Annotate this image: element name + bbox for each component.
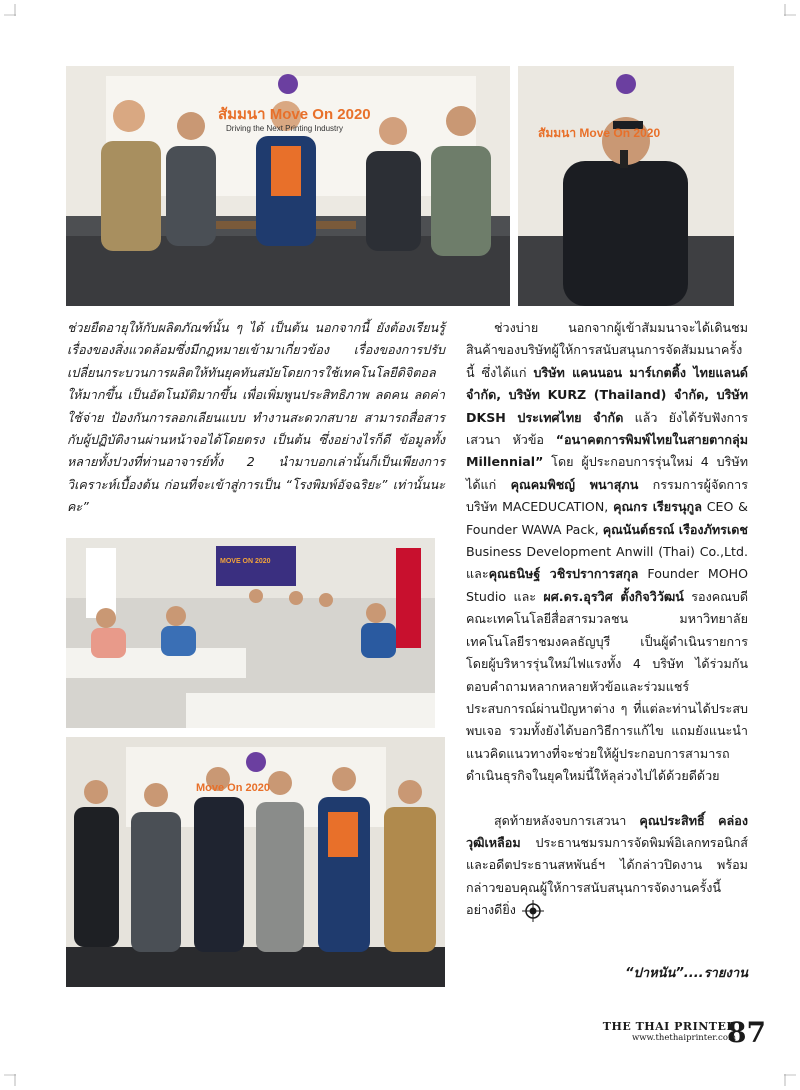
text-run: CEO & Founder WAWA Pack, <box>466 499 748 537</box>
speaker-name: คุณกร เรียรนุกูล <box>613 499 702 515</box>
page-footer <box>602 1016 766 1049</box>
text-run: ประธานชมรมการจัดพิมพ์อิเลกทรอนิกส์ และอดีตประธานสหพันธ์ฯ ได้กล่าวปิดงาน พร้อมกล่าวขอบคุณผู้ให้การสนับสนุนการจัดงานครั้งนี้อย่างดียิ่ง <box>466 834 748 918</box>
speaker-name: คุณธนิษฐ์ วชิรปราการสกุล <box>488 566 639 582</box>
crop-mark-bottom-right <box>784 1074 796 1086</box>
screen-text: MOVE ON 2020 <box>220 558 271 565</box>
panel-discussion-photo <box>66 66 510 306</box>
crop-mark-bottom-left <box>4 1074 16 1086</box>
banner-title: สัมมนา Move On 2020 <box>218 106 371 123</box>
crop-mark-top-left <box>4 4 16 16</box>
text-run: Business Development Anwill (Thai) Co.,Ltd. และ <box>466 544 748 582</box>
end-mark-icon <box>522 900 544 922</box>
magazine-url: www.thethaiprinter.com <box>631 1033 736 1043</box>
magazine-name: THE THAI PRINTER <box>602 1020 736 1033</box>
right-paragraph-2 <box>466 810 748 922</box>
text-run: สุดท้ายหลังจบการเสวนา <box>494 812 640 828</box>
right-paragraph-1 <box>466 317 748 788</box>
speaker-name: คุณนันต์ธรณ์ เรืองภัทรเดช <box>602 521 748 537</box>
speaker-photo <box>518 66 734 306</box>
right-column <box>466 317 748 922</box>
closing-speaker-name: คุณประสิทธิ์ คล่องวุฒิเหลือม <box>466 812 748 850</box>
left-column <box>67 317 445 519</box>
speaker-name: คุณคมพิชญ์ พนาสุภน <box>510 476 639 492</box>
text-run: รองคณบดี คณะเทคโนโลยีสื่อสารมวลชน มหาวิทยาลัยเทคโนโลยีราชมงคลธัญบุรี เป็นผู้ดำเนินรายการ โดยผู้บริหารรุ่นใหม่ไฟแรงทั้ง 4 บริษัท ได้ร่วมกันตอบคำถามหลากหลายหัวข้อและร่วมแชร์ประสบการณ์ผ่านปัญหาต่าง ๆ ที่แต่ละท่านได้ประสบพบเจอ รวมทั้งยังได้บอกวิธีการแก้ไข แถมยังแนะนำแนวคิดแนวทางที่จะช่วยให้ผู้ประกอบการสามารถดำเนินธุรกิจในยุคใหม่นี้ให้ลุล่วงไปได้ด้วยดีด้วย <box>466 588 749 784</box>
text-run: กรรมการผู้จัดการ บริษัท MACEDUCATION, <box>466 476 748 515</box>
session-title: “อนาคตการพิมพ์ไทยในสายตากลุ่ม Millennial” <box>466 432 748 470</box>
byline: “ปาหนัน”....รายงาน <box>625 966 748 981</box>
speaker-banner-title: สัมมนา Move On 2020 <box>538 126 661 140</box>
page-number: 87 <box>727 1016 766 1049</box>
group-banner-title: Move On 2020 <box>196 782 270 794</box>
text-run: โดย ผู้ประกอบการรุ่นใหม่ 4 บริษัท ได้แก่ <box>466 454 748 492</box>
group-photo <box>66 737 445 987</box>
text-run: ช่วงบ่าย นอกจากผู้เข้าสัมมนาจะได้เดินชมสินค้าของบริษัทผู้ให้การสนับสนุนการจัดสัมมนาครั้งนี้ ซึ่งได้แก่ <box>466 320 748 380</box>
crop-mark-top-right <box>784 4 796 16</box>
left-paragraph: ช่วยยืดอายุให้กับผลิตภัณฑ์นั้น ๆ ได้ เป็นต้น นอกจากนี้ ยังต้องเรียนรู้เรื่องของสิ่งแวดล้อมซึ่งมีกฎหมายเข้ามาเกี่ยวข้อง เรื่องของการปรับเปลี่ยนกระบวนการผลิตให้ทันยุคทันสมัยโดยการใช้เทคโนโลยีดิจิตอลให้มากขึ้น เป็นอัตโนมัติมากขึ้น เพื่อเพิ่มพูนประสิทธิภาพ ลดคน ลดค่าใช้จ่าย ป้องกันการลอกเลียนแบบ ทำงานสะดวกสบาย สามารถสื่อสารกับผู้ปฏิบัติงานผ่านหน้าจอได้โดยตรง เป็นต้น ซึ่งอย่างไรก็ดี ข้อมูลทั้งหลายทั้งปวงที่ท่านอาจารย์ทั้ง 2 นำมาบอกเล่านั้นก็เป็นเพียงการวิเคราะห์เบื้องต้น ก่อนที่จะเข้าสู่การเป็น “โรงพิมพ์อัจฉริยะ” เท่านั้นนะคะ” <box>67 320 445 515</box>
banner-subtitle: Driving the Next Printing Industry <box>226 124 343 133</box>
text-run: แล้ว ยังได้รับฟังการเสวนา หัวข้อ <box>466 409 748 448</box>
moderator-name: ผศ.ดร.อุรวิศ ตั้งกิจวิวัฒน์ <box>543 588 684 604</box>
sponsor-names: บริษัท แคนนอน มาร์เกตติ้ง ไทยแลนด์ จำกัด, บริษัท KURZ (Thailand) จำกัด, บริษัท DKSH ประเทศไทย จำกัด <box>466 364 748 425</box>
audience-photo <box>66 538 435 728</box>
text-run: Founder MOHO Studio และ <box>466 566 748 604</box>
